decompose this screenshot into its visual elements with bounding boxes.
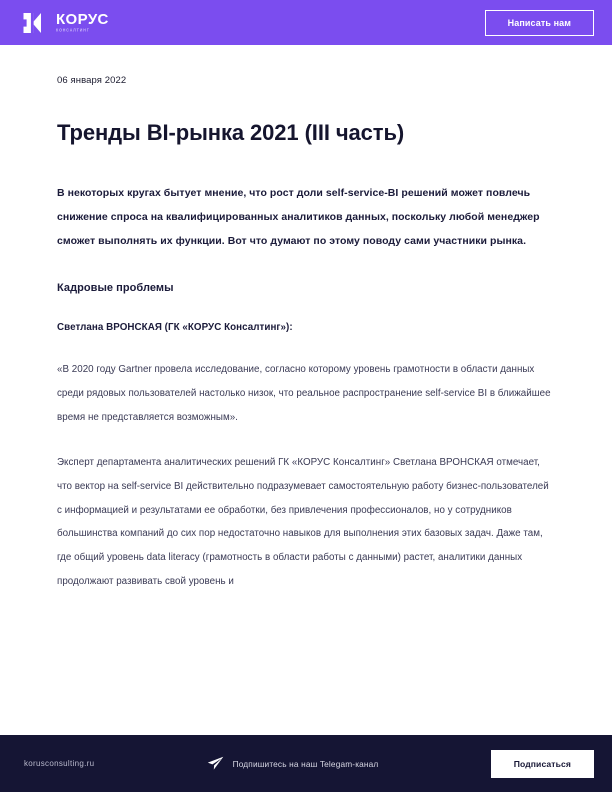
section-heading: Кадровые проблемы [57, 282, 174, 295]
site-header [0, 0, 612, 45]
subscribe-button[interactable]: Подписаться [491, 750, 594, 778]
telegram-invite-text: Подпишитесь на наш Telegam-канал [232, 758, 379, 769]
article-content [0, 45, 612, 735]
korus-logo-text [56, 12, 109, 33]
telegram-paper-plane-icon[interactable] [207, 756, 224, 771]
footer-telegram-block [94, 756, 490, 771]
contact-us-button[interactable]: Написать нам [485, 10, 594, 36]
speaker-name: Светлана ВРОНСКАЯ (ГК «КОРУС Консалтинг»): [57, 322, 293, 334]
site-footer [0, 735, 612, 792]
page-title: Тренды BI-рынка 2021 (III часть) [57, 120, 405, 145]
body-paragraph: Эксперт департамента аналитических решений ГК «КОРУС Консалтинг» Светлана ВРОНСКАЯ отмечает, что вектор на self-service BI действительно подразумевает самостоятельную работу бизнес-пользователей с информацией и результатами ее обработки, без привлечения профессионалов, но у сотрудников большинства компаний до сих пор недостаточно навыков для выполнения этих базовых задач. Даже там, где общий уровень data literacy (грамотность в области работы с данными) растет, аналитики данных продолжают развивать свой уровень и [57, 457, 549, 587]
quote-paragraph: «В 2020 году Gartner провела исследование, согласно которому уровень грамотности в области данных среди рядовых пользователей настолько низок, что реальное распространение self-service BI в ближайшее время не представляется возможным». [57, 364, 551, 423]
logo-title: КОРУС [56, 10, 109, 28]
publication-date: 06 января 2022 [57, 75, 127, 86]
korus-logo[interactable] [22, 10, 109, 36]
korus-k-mark-icon [22, 10, 48, 36]
article-lead: В некоторых кругах бытует мнение, что рост доли self-service-BI решений может повлечь снижение спроса на квалифицированных аналитиков данных, поскольку любой менеджер сможет выполнять их функции. Вот что думают по этому поводу сами участники рынка. [57, 187, 540, 248]
footer-website-link[interactable]: korusconsulting.ru [24, 759, 95, 768]
logo-subtitle: КОНСАЛТИНГ [56, 28, 90, 33]
